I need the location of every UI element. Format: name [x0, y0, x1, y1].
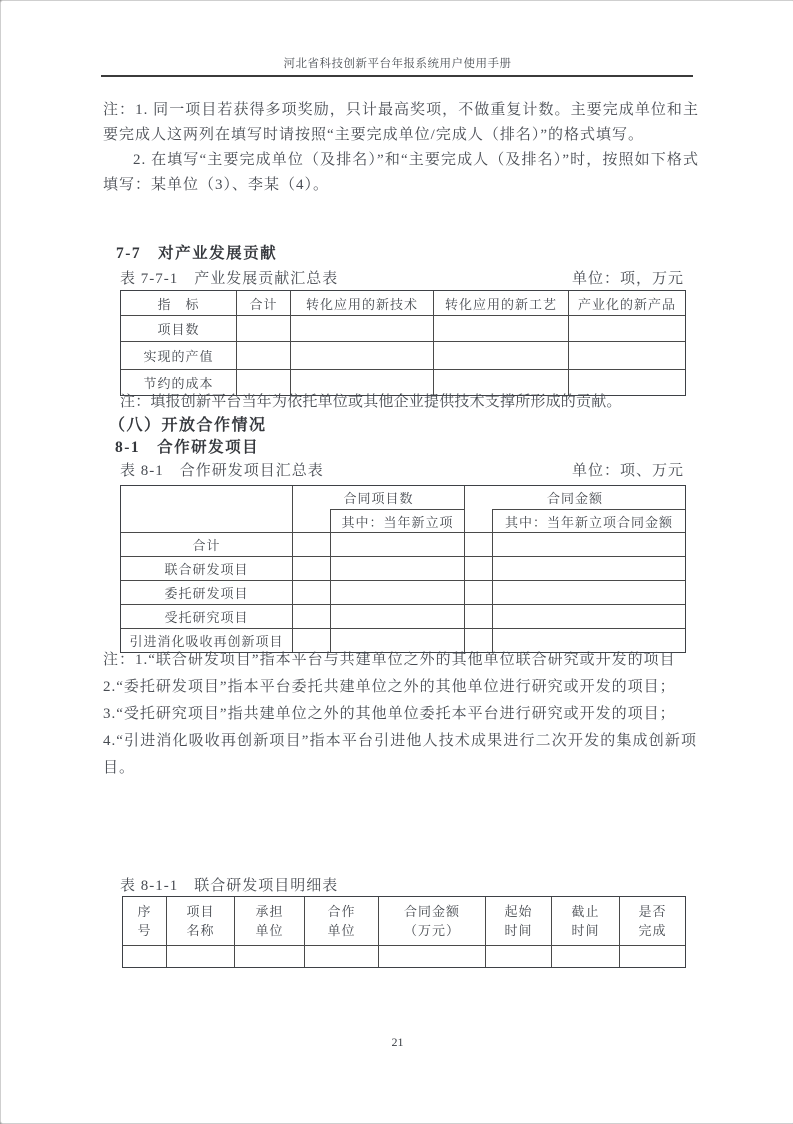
empty-cell	[568, 315, 685, 341]
blank-subcol-cell	[464, 509, 492, 532]
empty-cell	[492, 604, 685, 628]
intro-note-1: 注：1. 同一项目若获得多项奖励，只计最高奖项，不做重复计数。主要完成单位和主要完成人这两列在填写时请按照“主要完成单位/完成人（排名）”的格式填写。	[103, 102, 699, 143]
row-label-commissioned-research: 受托研究项目	[121, 604, 292, 628]
intro-note-2: 2. 在填写“主要完成单位（及排名）”和“主要完成人（及排名）”时，按照如下格式填写：某单位（3）、李某（4）。	[103, 152, 699, 193]
sub-header-new-contract-amount: 其中：当年新立项合同金额	[492, 509, 685, 532]
empty-cell	[292, 604, 330, 628]
empty-cell	[236, 315, 290, 341]
table-8-1-notes	[103, 647, 697, 782]
table-7-7-1-caption: 表 7-7-1 产业发展贡献汇总表	[120, 271, 339, 287]
table-header-row	[121, 486, 685, 509]
note-2: 2.“委托研发项目”指本平台委托共建单位之外的其他单位进行研究或开发的项目；	[103, 679, 676, 695]
running-header-title: 河北省科技创新平台年报系统用户使用手册	[283, 58, 512, 70]
col-header-total: 合计	[236, 291, 290, 315]
empty-cell	[378, 945, 485, 967]
col-header-seq-no: 序 号	[137, 904, 152, 938]
empty-cell	[292, 532, 330, 556]
empty-cell	[330, 604, 464, 628]
row-label-joint-rd: 联合研发项目	[121, 556, 292, 580]
table-row	[121, 315, 685, 341]
empty-cell	[485, 945, 551, 967]
table-row	[121, 291, 685, 315]
table-8-1-1	[122, 896, 686, 968]
table-8-1-1-caption: 表 8-1-1 联合研发项目明细表	[120, 878, 339, 894]
blank-subcol-cell	[292, 509, 330, 532]
heading-section-8: （八）开放合作情况	[109, 417, 267, 434]
empty-cell	[464, 532, 492, 556]
intro-notes	[103, 98, 699, 198]
empty-cell	[290, 315, 433, 341]
empty-cell	[551, 945, 619, 967]
empty-cell	[492, 532, 685, 556]
empty-cell	[330, 556, 464, 580]
page-number: 21	[391, 1035, 404, 1049]
empty-cell	[292, 580, 330, 604]
empty-cell	[290, 341, 433, 369]
empty-cell	[330, 532, 464, 556]
col-header-indicator: 指 标	[157, 296, 200, 312]
caption-row-7-7-1	[120, 270, 684, 288]
col-header-project-name: 项目 名称	[166, 897, 234, 945]
col-header-start-time: 起始 时间	[485, 897, 551, 945]
col-header-new-process: 转化应用的新工艺	[433, 291, 568, 315]
header-rule	[101, 75, 693, 77]
col-header-cooperating-unit: 合作 单位	[304, 897, 378, 945]
col-header-undertaking-unit: 承担 单位	[234, 897, 304, 945]
empty-cell	[433, 315, 568, 341]
table-7-7-1	[120, 290, 686, 396]
empty-cell	[464, 604, 492, 628]
note-1: 注：1.“联合研发项目”指本平台与共建单位之外的其他单位联合研究或开发的项目	[103, 652, 676, 668]
empty-cell	[234, 945, 304, 967]
sub-header-new-projects: 其中：当年新立项	[330, 509, 464, 532]
row-label-reinnovation: 引进消化吸收再创新项目	[121, 628, 292, 652]
caption-row-8-1	[120, 462, 684, 480]
empty-cell	[236, 341, 290, 369]
empty-cell	[464, 580, 492, 604]
heading-7-7: 7-7 对产业发展贡献	[116, 245, 278, 262]
table-row	[121, 556, 685, 580]
row-label-project-count: 项目数	[121, 315, 236, 341]
col-header-completed: 是否 完成	[619, 897, 685, 945]
note-3: 3.“受托研究项目”指共建单位之外的其他单位委托本平台进行研究或开发的项目；	[103, 706, 676, 722]
heading-8-1: 8-1 合作研发项目	[115, 439, 260, 456]
empty-cell	[304, 945, 378, 967]
empty-cell	[330, 580, 464, 604]
note-4: 4.“引进消化吸收再创新项目”指本平台引进他人技术成果进行二次开发的集成创新项目。	[103, 733, 697, 776]
empty-cell	[464, 556, 492, 580]
row-label-saved-cost: 节约的成本	[121, 369, 236, 395]
group-header-contract-count: 合同项目数	[292, 486, 464, 509]
empty-cell	[492, 556, 685, 580]
table-row	[121, 580, 685, 604]
empty-cell	[568, 341, 685, 369]
row-label-output-value: 实现的产值	[121, 341, 236, 369]
empty-cell	[123, 945, 166, 967]
corner-blank-cell	[121, 486, 292, 532]
table-header-row	[123, 897, 685, 945]
empty-cell	[292, 556, 330, 580]
table-8-1-unit: 单位：项、万元	[571, 463, 684, 479]
col-header-new-product: 产业化的新产品	[568, 291, 685, 315]
table-row	[121, 341, 685, 369]
table-8-1-caption: 表 8-1 合作研发项目汇总表	[120, 463, 324, 479]
col-header-contract-amount: 合同金额 （万元）	[378, 897, 485, 945]
table-8-1	[120, 485, 686, 653]
empty-cell	[166, 945, 234, 967]
row-label-entrusted-rd: 委托研发项目	[121, 580, 292, 604]
col-header-end-time: 截止 时间	[551, 897, 619, 945]
group-header-contract-amount: 合同金额	[464, 486, 685, 509]
table-row	[121, 604, 685, 628]
table-row	[121, 532, 685, 556]
table-row	[123, 945, 685, 967]
table-7-7-1-unit: 单位：项，万元	[571, 271, 684, 287]
empty-cell	[433, 341, 568, 369]
table-7-7-1-note: 注：填报创新平台当年为依托单位或其他企业提供技术支撑所形成的贡献。	[120, 394, 622, 410]
row-label-total: 合计	[121, 532, 292, 556]
empty-cell	[619, 945, 685, 967]
empty-cell	[492, 580, 685, 604]
col-header-new-tech: 转化应用的新技术	[290, 291, 433, 315]
